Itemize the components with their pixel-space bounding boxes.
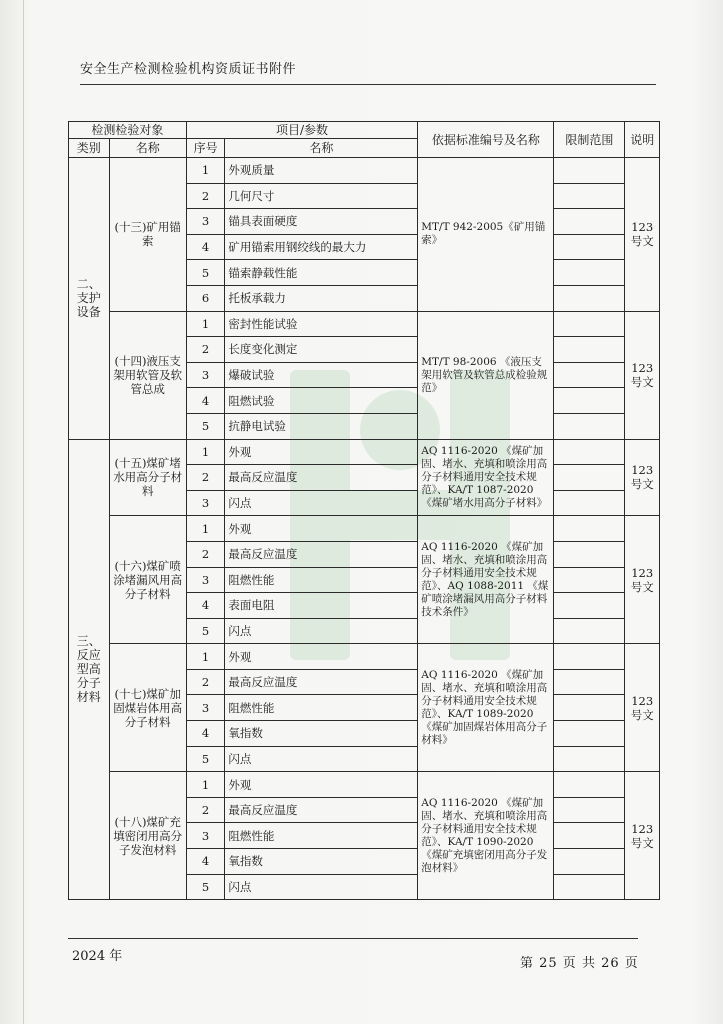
header-note: 说明	[625, 122, 660, 158]
standard-cell: AQ 1116-2020 《煤矿加固、堵水、充填和喷涂用高分子材料通用安全技术规范》、KA/T 1089-2020《煤矿加固煤岩体用高分子材料》	[418, 644, 554, 772]
header-item-param: 项目/参数	[186, 122, 418, 139]
note-cell: 123号文	[625, 439, 660, 516]
seq-cell: 5	[186, 874, 225, 900]
header-category: 类别	[69, 139, 110, 158]
standard-cell: MT/T 98-2006 《液压支架用软管及软管总成检验规范》	[418, 311, 554, 439]
limit-cell	[554, 797, 625, 823]
seq-cell: 4	[186, 849, 225, 875]
seq-cell: 6	[186, 285, 225, 311]
param-name-cell: 密封性能试验	[225, 311, 418, 337]
limit-cell	[554, 490, 625, 516]
seq-cell: 3	[186, 490, 225, 516]
param-name-cell: 闪点	[225, 490, 418, 516]
limit-cell	[554, 183, 625, 209]
footer-rule	[68, 938, 638, 939]
seq-cell: 2	[186, 541, 225, 567]
limit-cell	[554, 465, 625, 491]
param-name-cell: 闪点	[225, 618, 418, 644]
limit-cell	[554, 746, 625, 772]
param-name-cell: 阻燃性能	[225, 695, 418, 721]
seq-cell: 5	[186, 413, 225, 439]
seq-cell: 3	[186, 209, 225, 235]
object-name-cell: (十八)煤矿充填密闭用高分子发泡材料	[109, 772, 186, 900]
limit-cell	[554, 874, 625, 900]
limit-cell	[554, 593, 625, 619]
limit-cell	[554, 439, 625, 465]
param-name-cell: 闪点	[225, 874, 418, 900]
table-row	[69, 439, 660, 465]
seq-cell: 2	[186, 669, 225, 695]
limit-cell	[554, 234, 625, 260]
limit-cell	[554, 413, 625, 439]
note-cell: 123号文	[625, 158, 660, 312]
header-param-name: 名称	[225, 139, 418, 158]
limit-cell	[554, 823, 625, 849]
object-name-cell: (十三)矿用锚索	[109, 158, 186, 312]
table-row	[69, 158, 660, 184]
table-body	[69, 158, 660, 900]
param-name-cell: 阻燃性能	[225, 823, 418, 849]
limit-cell	[554, 337, 625, 363]
limit-cell	[554, 721, 625, 747]
param-name-cell: 外观质量	[225, 158, 418, 184]
param-name-cell: 氧指数	[225, 721, 418, 747]
param-name-cell: 最高反应温度	[225, 797, 418, 823]
note-cell: 123号文	[625, 644, 660, 772]
limit-cell	[554, 158, 625, 184]
param-name-cell: 锚具表面硬度	[225, 209, 418, 235]
param-name-cell: 外观	[225, 772, 418, 798]
param-name-cell: 锚索静载性能	[225, 260, 418, 286]
param-name-cell: 最高反应温度	[225, 669, 418, 695]
object-name-cell: (十四)液压支架用软管及软管总成	[109, 311, 186, 439]
limit-cell	[554, 772, 625, 798]
param-name-cell: 外观	[225, 644, 418, 670]
table-row	[69, 311, 660, 337]
seq-cell: 3	[186, 695, 225, 721]
table-row	[69, 516, 660, 542]
object-name-cell: (十七)煤矿加固煤岩体用高分子材料	[109, 644, 186, 772]
param-name-cell: 托板承载力	[225, 285, 418, 311]
param-name-cell: 几何尺寸	[225, 183, 418, 209]
seq-cell: 3	[186, 567, 225, 593]
limit-cell	[554, 260, 625, 286]
limit-cell	[554, 618, 625, 644]
seq-cell: 1	[186, 439, 225, 465]
limit-cell	[554, 669, 625, 695]
seq-cell: 3	[186, 823, 225, 849]
param-name-cell: 阻燃试验	[225, 388, 418, 414]
limit-cell	[554, 516, 625, 542]
limit-cell	[554, 285, 625, 311]
limit-cell	[554, 541, 625, 567]
object-name-cell: (十六)煤矿喷涂堵漏风用高分子材料	[109, 516, 186, 644]
standard-cell: AQ 1116-2020 《煤矿加固、堵水、充填和喷涂用高分子材料通用安全技术规范》、AQ 1088-2011 《煤矿喷涂堵漏风用高分子材料技术条件》	[418, 516, 554, 644]
limit-cell	[554, 362, 625, 388]
seq-cell: 1	[186, 311, 225, 337]
header-seq: 序号	[186, 139, 225, 158]
param-name-cell: 阻燃性能	[225, 567, 418, 593]
param-name-cell: 表面电阻	[225, 593, 418, 619]
standard-cell: MT/T 942-2005《矿用锚索》	[418, 158, 554, 312]
standard-cell: AQ 1116-2020 《煤矿加固、堵水、充填和喷涂用高分子材料通用安全技术规范》、KA/T 1087-2020 《煤矿堵水用高分子材料》	[418, 439, 554, 516]
limit-cell	[554, 644, 625, 670]
param-name-cell: 外观	[225, 516, 418, 542]
param-name-cell: 抗静电试验	[225, 413, 418, 439]
param-name-cell: 外观	[225, 439, 418, 465]
seq-cell: 4	[186, 593, 225, 619]
qualification-table	[68, 121, 660, 900]
limit-cell	[554, 567, 625, 593]
binding-edge	[23, 0, 24, 1024]
page-header-title: 安全生产检测检验机构资质证书附件	[80, 62, 297, 77]
limit-cell	[554, 311, 625, 337]
param-name-cell: 矿用锚索用钢绞线的最大力	[225, 234, 418, 260]
limit-cell	[554, 695, 625, 721]
note-cell: 123号文	[625, 516, 660, 644]
seq-cell: 4	[186, 721, 225, 747]
seq-cell: 4	[186, 234, 225, 260]
limit-cell	[554, 849, 625, 875]
seq-cell: 5	[186, 260, 225, 286]
seq-cell: 2	[186, 183, 225, 209]
table-row	[69, 772, 660, 798]
header-rule	[80, 84, 656, 85]
header-object: 检测检验对象	[69, 122, 187, 139]
category-cell: 三、反应型高分子材料	[69, 439, 110, 900]
header-name: 名称	[109, 139, 186, 158]
param-name-cell: 最高反应温度	[225, 465, 418, 491]
standard-cell: AQ 1116-2020 《煤矿加固、堵水、充填和喷涂用高分子材料通用安全技术规范》、KA/T 1090-2020《煤矿充填密闭用高分子发泡材料》	[418, 772, 554, 900]
header-limit: 限制范围	[554, 122, 625, 158]
header-standard: 依据标准编号及名称	[418, 122, 554, 158]
footer-page-number: 第 25 页 共 26 页	[520, 956, 639, 971]
object-name-cell: (十五)煤矿堵水用高分子材料	[109, 439, 186, 516]
seq-cell: 1	[186, 644, 225, 670]
limit-cell	[554, 209, 625, 235]
seq-cell: 1	[186, 772, 225, 798]
seq-cell: 2	[186, 465, 225, 491]
seq-cell: 2	[186, 797, 225, 823]
seq-cell: 2	[186, 337, 225, 363]
seq-cell: 5	[186, 618, 225, 644]
footer-year: 2024 年	[72, 949, 123, 964]
category-cell: 二、支护设备	[69, 158, 110, 440]
param-name-cell: 氧指数	[225, 849, 418, 875]
param-name-cell: 爆破试验	[225, 362, 418, 388]
seq-cell: 5	[186, 746, 225, 772]
param-name-cell: 最高反应温度	[225, 541, 418, 567]
seq-cell: 1	[186, 516, 225, 542]
seq-cell: 1	[186, 158, 225, 184]
note-cell: 123号文	[625, 311, 660, 439]
table-row	[69, 644, 660, 670]
seq-cell: 4	[186, 388, 225, 414]
seq-cell: 3	[186, 362, 225, 388]
note-cell: 123号文	[625, 772, 660, 900]
param-name-cell: 长度变化测定	[225, 337, 418, 363]
limit-cell	[554, 388, 625, 414]
param-name-cell: 闪点	[225, 746, 418, 772]
